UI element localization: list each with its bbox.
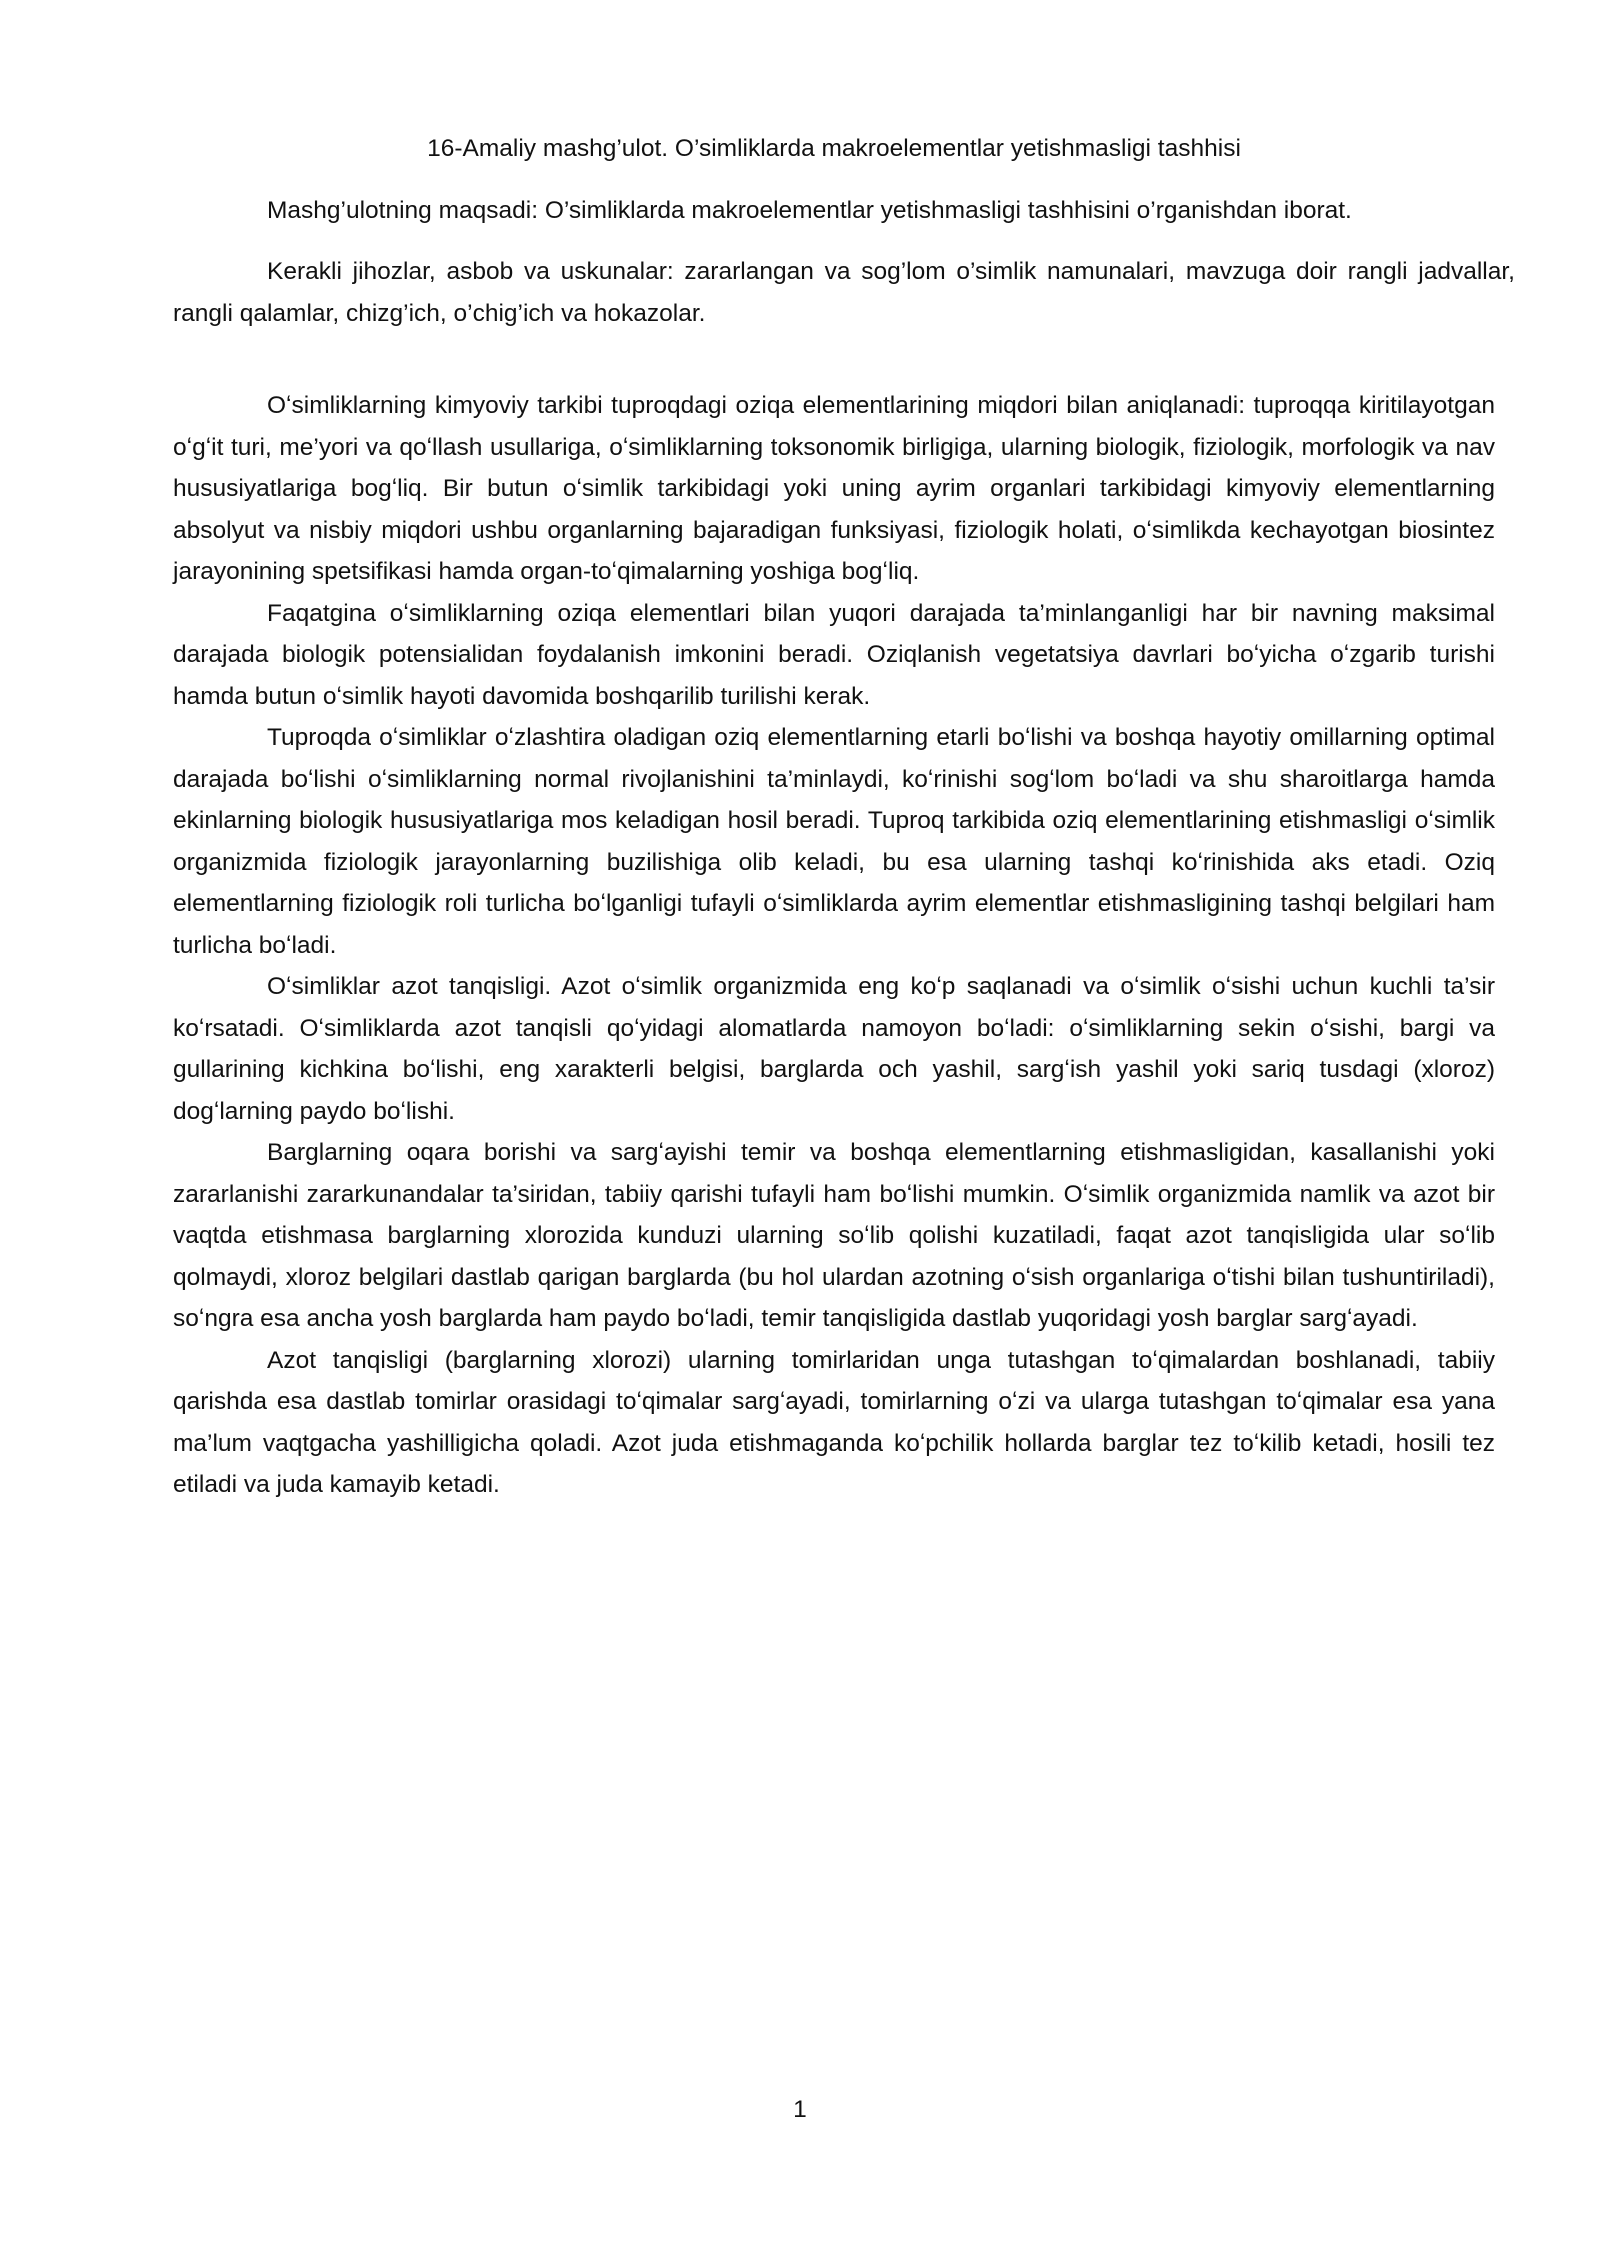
paragraph: Azot tanqisligi (barglarning xlorozi) ularning tomirlaridan unga tutashgan toʻqimalardan boshlanadi, tabiiy qarishda esa dastlab tomirlar orasidagi toʻqimalar sargʻayadi, tomirlarning oʻzi va ularga tutashgan toʻqimalar esa yana ma’lum vaqtgacha yashilligicha qoladi. Azot juda etishmaganda koʻpchilik hollarda barglar tez toʻkilib ketadi, hosili tez etiladi va juda kamayib ketadi. xyxy=(173,1346,1495,1498)
paragraph: Tuproqda oʻsimliklar oʻzlashtira oladigan oziq elementlarning etarli boʻlishi va boshqa hayotiy omillarning optimal darajada boʻlishi oʻsimliklarning normal rivojlanishini ta’minlaydi, koʻrinishi sogʻlom boʻladi va shu sharoitlarga hamda ekinlarning biologik hususiyatlariga mos keladigan hosil beradi. Tuproq tarkibida oziq elementlarining etishmasligi oʻsimlik organizmida fiziologik jarayonlarning buzilishiga olib keladi, bu esa ularning tashqi koʻrinishida aks etadi. Oziq elementlarning fiziologik roli turlicha boʻlganligi tufayli oʻsimliklarda ayrim elementlar etishmasligining tashqi belgilari ham turlicha boʻladi. xyxy=(173,724,1495,959)
equipment-list: Kerakli jihozlar, asbob va uskunalar: zararlangan va sog’lom o’simlik namunalari, mavzuga doir rangli jadvallar, rangli qalamlar, chizg’ich, o’chig’ich va hokazolar. xyxy=(173,258,1515,327)
paragraph: Faqatgina oʻsimliklarning oziqa elementlari bilan yuqori darajada ta’minlanganligi har bir navning maksimal darajada biologik potensialidan foydalanish imkonini beradi. Oziqlanish vegetatsiya davrlari boʻyicha oʻzgarib turishi hamda butun oʻsimlik hayoti davomida boshqarilib turilishi kerak. xyxy=(173,599,1495,710)
lesson-objective: Mashg’ulotning maqsadi: O’simliklarda makroelementlar yetishmasligi tashhisini o’rganishdan iborat. xyxy=(267,196,1352,224)
paragraph: Oʻsimliklarning kimyoviy tarkibi tuproqdagi oziqa elementlarining miqdori bilan aniqlanadi: tuproqqa kiritilayotgan oʻgʻit turi, me’yori va qoʻllash usullariga, oʻsimliklarning toksonomik birligiga, ularning biologik, fiziologik, morfologik va nav hususiyatlariga bogʻliq. Bir butun oʻsimlik tarkibidagi yoki uning ayrim organlari tarkibidagi kimyoviy elementlarning absolyut va nisbiy miqdori ushbu organlarning bajaradigan funksiyasi, fiziologik holati, oʻsimlikda kechayotgan biosintez jarayonining spetsifikasi hamda organ-toʻqimalarning yoshiga bogʻliq. xyxy=(173,392,1495,585)
body-text xyxy=(173,385,1495,1506)
paragraph: Oʻsimliklar azot tanqisligi. Azot oʻsimlik organizmida eng koʻp saqlanadi va oʻsimlik oʻsishi uchun kuchli ta’sir koʻrsatadi. Oʻsimliklarda azot tanqisli qoʻyidagi alomatlarda namoyon boʻladi: oʻsimliklarning sekin oʻsishi, bargi va gullarining kichkina boʻlishi, eng xarakterli belgisi, barglarda och yashil, sargʻish yashil yoki sariq tusdagi (xloroz) dogʻlarning paydo boʻlishi. xyxy=(173,973,1495,1125)
page-number: 1 xyxy=(793,2096,807,2123)
document-title: 16-Amaliy mashg’ulot. O’simliklarda makroelementlar yetishmasligi tashhisi xyxy=(427,135,1241,162)
paragraph: Barglarning oqara borishi va sargʻayishi temir va boshqa elementlarning etishmasligidan, kasallanishi yoki zararlanishi zararkunandalar ta’siridan, tabiiy qarishi tufayli ham boʻlishi mumkin. Oʻsimlik organizmida namlik va azot bir vaqtda etishmasa barglarning xlorozida kunduzi ularning soʻlib qolishi kuzatiladi, faqat azot tanqisligida ular soʻlib qolmaydi, xloroz belgilari dastlab qarigan barglarda (bu hol ulardan azotning oʻsish organlariga oʻtishi bilan tushuntiriladi), soʻngra esa ancha yosh barglarda ham paydo boʻladi, temir tanqisligida dastlab yuqoridagi yosh barglar sargʻayadi. xyxy=(173,1139,1495,1332)
page-content xyxy=(173,128,1515,1506)
